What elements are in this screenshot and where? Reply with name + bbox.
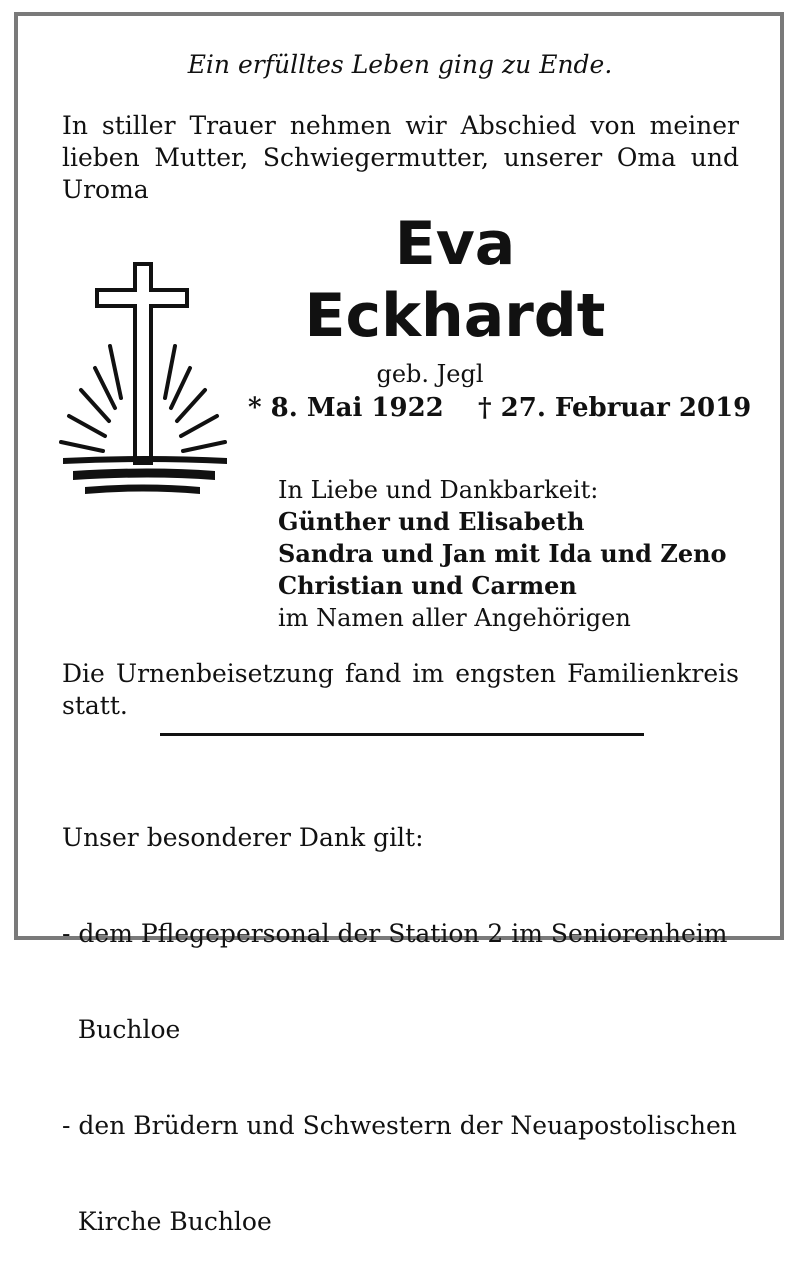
- burial-line: statt.: [62, 691, 128, 720]
- mourners-intro: In Liebe und Dankbarkeit:: [278, 476, 599, 504]
- birth-date: * 8. Mai 1922: [248, 393, 444, 423]
- mourner-name: Christian und Carmen: [278, 571, 577, 600]
- thanks-heading: Unser besonderer Dank gilt:: [62, 823, 424, 852]
- thanks-item-line: Kirche Buchloe: [62, 1207, 272, 1236]
- death-date: † 27. Februar 2019: [478, 393, 752, 423]
- cross-sunrise-water-icon: [55, 258, 235, 503]
- thanks-block: [62, 758, 737, 1270]
- last-name: Eckhardt: [304, 281, 606, 351]
- burial-line: Die Urnenbeisetzung fand im engsten Familienkreis: [62, 659, 739, 688]
- thanks-item-line: - dem Pflegepersonal der Station 2 im Seniorenheim: [62, 919, 728, 948]
- mourner-name: Sandra und Jan mit Ida und Zeno: [278, 539, 727, 568]
- birth-name: geb. Jegl: [376, 360, 484, 388]
- thanks-item-line: Buchloe: [62, 1015, 181, 1044]
- intro-line: Ein erfülltes Leben ging zu Ende.: [187, 50, 613, 79]
- opening-line: lieben Mutter, Schwiegermutter, unserer Oma und: [62, 143, 739, 172]
- mourner-name: Günther und Elisabeth: [278, 507, 585, 536]
- opening-text: [62, 110, 739, 206]
- mourners-closing: im Namen aller Angehörigen: [278, 604, 631, 632]
- mourners-block: [278, 474, 727, 634]
- divider: [160, 733, 644, 736]
- burial-text: [62, 658, 739, 722]
- first-name: Eva: [394, 209, 516, 279]
- thanks-item-line: - den Brüdern und Schwestern der Neuapostolischen: [62, 1111, 737, 1140]
- opening-line: Uroma: [62, 175, 149, 204]
- opening-line: In stiller Trauer nehmen wir Abschied von meiner: [62, 111, 739, 140]
